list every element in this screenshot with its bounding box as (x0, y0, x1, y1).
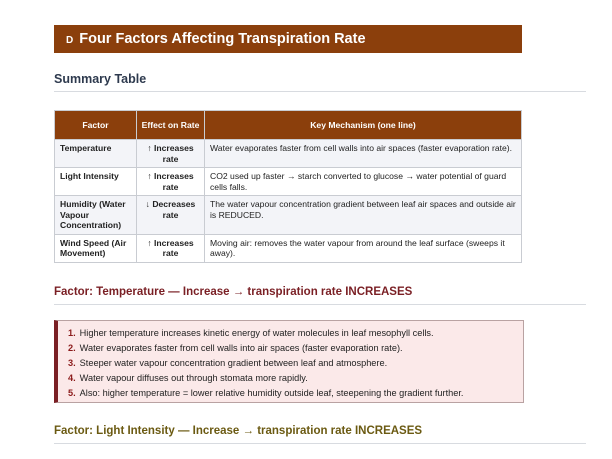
effect-cell: ↑ Increases rate (137, 168, 205, 196)
section-header (54, 25, 522, 53)
factor-cell: Humidity (Water Vapour Concentration) (55, 196, 137, 235)
item-number: 3. (68, 358, 76, 368)
item-number: 2. (68, 343, 76, 353)
item-text: Higher temperature increases kinetic energy of water molecules in leaf mesophyll cells. (79, 328, 434, 338)
list-item (68, 356, 515, 371)
section-letter: D (66, 34, 74, 46)
table-row (55, 234, 522, 262)
column-header-factor: Factor (55, 111, 137, 140)
effect-cell: ↑ Increases rate (137, 140, 205, 168)
item-text: Also: higher temperature = lower relative humidity outside leaf, steepening the gradient further. (79, 388, 464, 398)
summary-table (54, 110, 522, 263)
table-row (55, 196, 522, 235)
factor-cell: Light Intensity (55, 168, 137, 196)
effect-cell: ↓ Decreases rate (137, 196, 205, 235)
item-text: Water vapour diffuses out through stomata more rapidly. (79, 373, 308, 383)
list-item (68, 326, 515, 341)
column-header-mechanism: Key Mechanism (one line) (205, 111, 522, 140)
temperature-factor-heading: Factor: Temperature — Increase → transpiration rate INCREASES (54, 286, 586, 305)
table-row (55, 168, 522, 196)
list-item (68, 341, 515, 356)
table-row (55, 140, 522, 168)
item-number: 5. (68, 388, 76, 398)
temperature-points-list (68, 326, 515, 401)
mechanism-cell: CO2 used up faster → starch converted to glucose → water potential of guard cells falls. (205, 168, 522, 196)
light-intensity-factor-heading: Factor: Light Intensity — Increase → transpiration rate INCREASES (54, 425, 586, 444)
factor-cell: Temperature (55, 140, 137, 168)
item-number: 4. (68, 373, 76, 383)
list-item (68, 386, 515, 401)
mechanism-cell: The water vapour concentration gradient between leaf air spaces and outside air is REDUCED. (205, 196, 522, 235)
item-number: 1. (68, 328, 76, 338)
effect-cell: ↑ Increases rate (137, 234, 205, 262)
mechanism-cell: Moving air: removes the water vapour from around the leaf surface (sweeps it away). (205, 234, 522, 262)
summary-table-heading: Summary Table (54, 72, 586, 92)
table-header-row (55, 111, 522, 140)
item-text: Water evaporates faster from cell walls into air spaces (faster evaporation rate). (79, 343, 403, 353)
factor-cell: Wind Speed (Air Movement) (55, 234, 137, 262)
temperature-points-callout (54, 320, 524, 403)
mechanism-cell: Water evaporates faster from cell walls into air spaces (faster evaporation rate). (205, 140, 522, 168)
section-title: Four Factors Affecting Transpiration Rate (79, 31, 366, 47)
item-text: Steeper water vapour concentration gradient between leaf and atmosphere. (79, 358, 388, 368)
column-header-effect: Effect on Rate (137, 111, 205, 140)
list-item (68, 371, 515, 386)
